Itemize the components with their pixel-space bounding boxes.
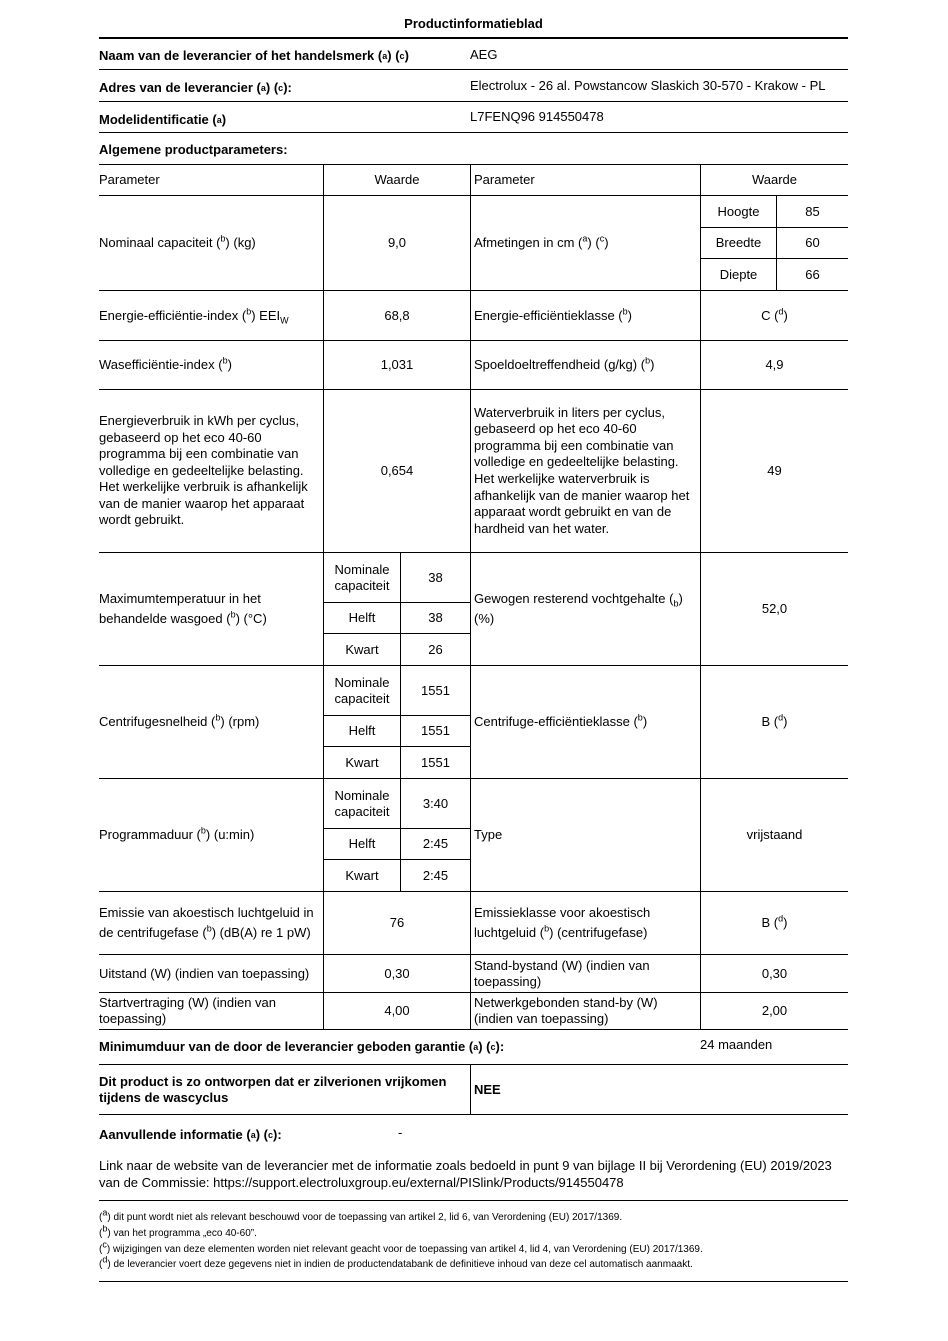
network-standby-label: Netwerkgebonden stand-by (W) (indien van toepassing) <box>474 995 658 1026</box>
header-parameter: Parameter <box>474 172 535 187</box>
supplier-address-value: Electrolux - 26 al. Powstancow Slaskich 30-570 - Krakow - PL <box>470 78 826 93</box>
energy-consumption-label: Energieverbruik in kWh per cyclus, gebaseerd op het eco 40-60 programma bij een combinatie van volledige en gedeeltelijke belasting. Het werkelijke verbruik is afhankelijk van de manier waarop het apparaat wordt gebruikt. <box>99 412 308 528</box>
load-quarter-label: Kwart <box>345 754 379 770</box>
load-nominal-label: Nominale capaciteit <box>334 674 390 706</box>
footnote-a: ($^a$) dit punt wordt niet als relevant beschouwd voor de toepassing van artikel 2, lid 6, van Verordening (EU) 2017/1369. <box>99 1207 623 1223</box>
spin-half-value: 1551 <box>421 723 450 738</box>
header-value: Waarde <box>751 172 798 187</box>
moisture-label: Gewogen resterend vochtgehalte $(_b)$ (%) <box>474 591 683 626</box>
delay-start-label: Startvertraging (W) (indien van toepassing) <box>99 995 277 1026</box>
general-params-header: Algemene productparameters: <box>99 142 288 157</box>
warranty-value: 24 maanden <box>700 1037 773 1052</box>
divider <box>99 37 848 39</box>
page-title: Productinformatieblad <box>404 16 543 31</box>
duration-label: Programmaduur ($^b$) (u:min) <box>99 825 255 842</box>
delay-start-value: 4,00 <box>384 1003 410 1018</box>
max-temp-nominal-value: 38 <box>428 569 443 585</box>
model-value: L7FENQ96 914550478 <box>470 109 604 124</box>
duration-half-value: 2:45 <box>422 836 449 851</box>
height-label: Hoogte <box>717 203 760 219</box>
divider <box>470 164 471 1029</box>
rinse-value: 4,9 <box>765 357 784 372</box>
water-consumption-label: Waterverbruik in liters per cyclus, gebaseerd op het eco 40-60 programma bij een combinatie van volledige en gedeeltelijke belasting. Het werkelijke waterverbruik is afhankelijk van de manier waarop het apparaat wordt gebruikt en van de hardheid van het water. <box>474 404 690 536</box>
spin-class-value: B ($^d$) <box>761 712 788 729</box>
supplier-address-label: Adres van de leverancier ( a ) ( c ): <box>99 80 292 95</box>
load-half-label: Helft <box>348 723 376 738</box>
load-nominal-label: Nominale capaciteit <box>334 787 390 819</box>
standby-label: Stand-bystand (W) (indien van toepassing) <box>474 957 650 989</box>
load-half-label: Helft <box>348 836 376 851</box>
depth-label: Diepte <box>719 266 758 282</box>
off-mode-label: Uitstand (W) (indien van toepassing) <box>99 965 310 981</box>
eei-label: Energie-efficiëntie-index ($^b$) $EEI_W$ <box>99 306 289 326</box>
load-quarter-label: Kwart <box>345 867 379 883</box>
depth-value: 66 <box>805 266 820 282</box>
model-label: Modelidentificatie ( a ) <box>99 112 227 127</box>
noise-label: Emissie van akoestisch luchtgeluid in de centrifugefase ($^b$) (dB(A) re 1 pW) <box>99 905 314 940</box>
footnote-c: ($^c$) wijzigingen van deze elementen worden niet relevant geacht voor de toepassing van artikel 4, lid 4, van Verordening (EU) 2017/1369. <box>99 1239 703 1255</box>
type-value: vrijstaand <box>746 827 803 842</box>
divider <box>99 1029 848 1030</box>
silver-ions-label: Dit product is zo ontworpen dat er zilverionen vrijkomen tijdens de wascyclus <box>99 1074 447 1105</box>
supplier-name-label: Naam van de leverancier of het handelsmerk ( a ) ( c ) <box>99 48 409 63</box>
noise-class-value: B ($^d$) <box>761 913 788 930</box>
standby-value: 0,30 <box>761 965 788 981</box>
divider <box>470 1064 471 1114</box>
capacity-label: Nominaal capaciteit ($^b$) (kg) <box>99 233 256 250</box>
spin-quarter-value: 1551 <box>421 754 450 770</box>
dimensions-label: Afmetingen in cm ($^a$) ($^c$) <box>474 233 609 250</box>
header-parameter: Parameter <box>99 172 160 187</box>
divider <box>99 1114 848 1115</box>
capacity-value: 9,0 <box>387 235 407 250</box>
spin-class-label: Centrifuge-efficiëntieklasse ($^b$) <box>474 712 648 729</box>
moisture-value: 52,0 <box>761 601 788 616</box>
eei-value: 68,8 <box>384 307 410 323</box>
divider <box>99 1064 848 1065</box>
load-nominal-label: Nominale capaciteit <box>334 561 390 593</box>
divider <box>99 1200 848 1201</box>
energy-class-value: C ($^d$) <box>761 306 788 323</box>
rinse-label: Spoeldoeltreffendheid (g/kg) ($^b$) <box>474 355 655 372</box>
duration-quarter-value: 2:45 <box>422 867 449 883</box>
max-temp-quarter-value: 26 <box>428 641 443 657</box>
max-temp-label: Maximumtemperatuur in het behandelde wasgoed ($^b$) (°C) <box>99 591 267 626</box>
spin-speed-label: Centrifugesnelheid ($^b$) (rpm) <box>99 712 260 729</box>
type-label: Type <box>474 827 503 842</box>
additional-info-label: Aanvullende informatie ( a ) ( c ): <box>99 1127 282 1142</box>
width-label: Breedte <box>715 235 762 250</box>
footnote-d: ($^d$) de leverancier voert deze gegevens niet in indien de productendatabank de definitieve inhoud van deze cel automatisch aanmaakt. <box>99 1254 693 1270</box>
warranty-label: Minimumduur van de door de leverancier geboden garantie ( a ) ( c ): <box>99 1039 505 1054</box>
wash-efficiency-value: 1,031 <box>380 357 414 372</box>
width-value: 60 <box>805 235 820 250</box>
max-temp-half-value: 38 <box>428 610 443 625</box>
energy-consumption-value: 0,654 <box>380 463 414 478</box>
wash-efficiency-label: Wasefficiëntie-index ($^b$) <box>99 355 232 372</box>
spin-nominal-value: 1551 <box>421 682 450 698</box>
energy-class-label: Energie-efficiëntieklasse ($^b$) <box>474 306 632 323</box>
network-standby-value: 2,00 <box>761 1003 788 1018</box>
divider <box>99 132 848 133</box>
noise-value: 76 <box>389 915 405 930</box>
additional-info-value: - <box>398 1125 403 1140</box>
duration-nominal-value: 3:40 <box>422 795 449 811</box>
divider <box>99 69 848 70</box>
water-consumption-value: 49 <box>767 463 782 478</box>
height-value: 85 <box>805 203 820 219</box>
noise-class-label: Emissieklasse voor akoestisch luchtgeluid ($^b$) (centrifugefase) <box>474 905 651 940</box>
silver-ions-value: NEE <box>474 1082 501 1097</box>
header-value: Waarde <box>374 172 420 187</box>
load-quarter-label: Kwart <box>345 641 379 657</box>
off-mode-value: 0,30 <box>384 965 410 981</box>
divider <box>99 101 848 102</box>
supplier-name-value: AEG <box>470 47 498 62</box>
footnote-b: ($^b$) van het programma „eco 40-60”. <box>99 1223 257 1239</box>
load-half-label: Helft <box>348 610 376 625</box>
divider <box>99 1281 848 1282</box>
supplier-link-text: Link naar de website van de leverancier met de informatie zoals bedoeld in punt 9 van bijlage II bij Verordening (EU) 2019/2023 van de Commissie: https://support.electroluxgroup.eu/external/PISlink/Products/914550478 <box>99 1158 832 1190</box>
